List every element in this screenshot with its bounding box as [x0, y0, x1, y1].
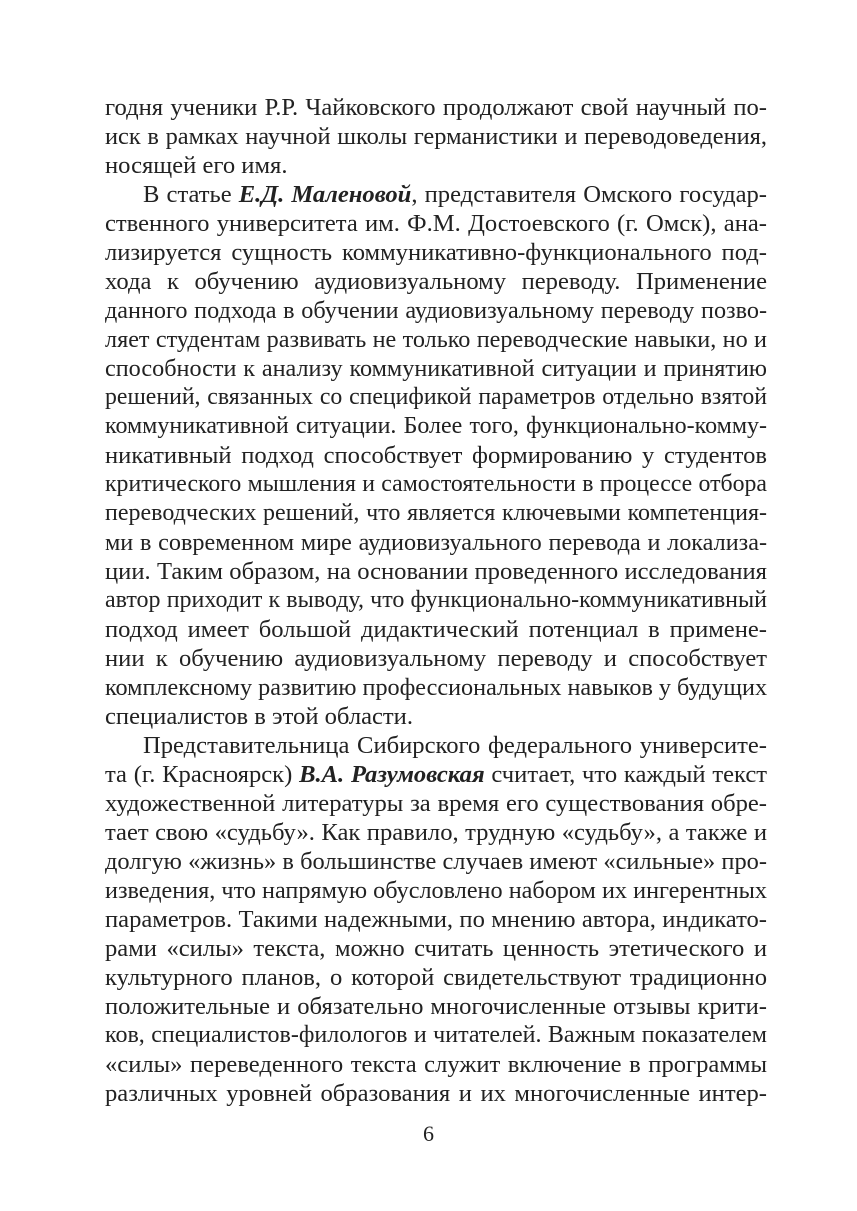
text-line: долгую «жизнь» в большинстве случаев имеют «сильные» про-	[105, 848, 767, 875]
text-line: автор приходит к выводу, что функционально-коммуникативный	[105, 587, 767, 613]
text-line: переводческих решений, что является ключевыми компетенция-	[105, 500, 767, 526]
text-line: носящей его имя.	[105, 152, 288, 179]
text-line: нии к обучению аудиовизуальному переводу и способствует	[105, 645, 767, 672]
text-line: ственного университета им. Ф.М. Достоевского (г. Омск), ана-	[105, 210, 767, 237]
text-line: иск в рамках научной школы германистики и переводоведения,	[105, 123, 767, 150]
text-line	[105, 760, 767, 789]
text-line: решений, связанных со спецификой параметров отдельно взятой	[105, 384, 767, 410]
text-line: художественной литературы за время его существования обре-	[105, 790, 767, 817]
page-number: 6	[423, 1121, 434, 1146]
text-line: хода к обучению аудиовизуальному переводу. Применение	[105, 268, 767, 295]
text-line: специалистов в этой области.	[105, 703, 413, 730]
text-line: способности к анализу коммуникативной ситуации и принятию	[105, 355, 767, 382]
text-line: ми в современном мире аудиовизуального перевода и локализа-	[105, 529, 767, 556]
text-line: годня ученики Р.Р. Чайковского продолжают свой научный по-	[105, 94, 767, 121]
text-line: подход имеет большой дидактический потенциал в примене-	[105, 616, 767, 643]
text-line: коммуникативной ситуации. Более того, функционально-комму-	[105, 413, 767, 439]
text-line: положительные и обязательно многочисленные отзывы крити-	[105, 993, 767, 1020]
text-run: та (г. Красноярск)	[105, 761, 300, 788]
text-line: Представительница Сибирского федерального университе-	[143, 732, 767, 759]
text-line: изведения, что напрямую обусловлено набором их ингерентных	[105, 877, 767, 904]
text-line: культурного планов, о которой свидетельствуют традиционно	[105, 964, 767, 991]
text-line: лизируется сущность коммуникативно-функционального под-	[105, 239, 767, 266]
text-line: различных уровней образования и их многочисленные интер-	[105, 1080, 767, 1107]
text-line: рами «силы» текста, можно считать ценность этетического и	[105, 935, 767, 962]
text-run: считает, что каждый текст	[484, 761, 767, 788]
text-line: комплексному развитию профессиональных навыков у будущих	[105, 674, 768, 701]
text-line: «силы» переведенного текста служит включение в программы	[105, 1051, 767, 1078]
body-text	[105, 93, 767, 1108]
text-line: тает свою «судьбу». Как правило, трудную «судьбу», а также и	[105, 819, 767, 846]
text-line: данного подхода в обучении аудиовизуальному переводу позво-	[105, 297, 767, 324]
text-line: параметров. Такими надежными, по мнению автора, индикато-	[105, 906, 767, 933]
author-name: В.А. Разумовская	[299, 761, 485, 788]
text-line: никативный подход способствует формированию у студентов	[105, 442, 767, 469]
text-run: , представителя Омского государ-	[411, 181, 767, 208]
text-line: ляет студентам развивать не только переводческие навыки, но и	[105, 326, 767, 353]
author-name: Е.Д. Маленовой	[238, 181, 412, 208]
text-line: критического мышления и самостоятельности в процессе отбора	[105, 471, 767, 497]
text-line	[105, 180, 767, 209]
text-line: ков, специалистов-филологов и читателей. Важным показателем	[105, 1022, 767, 1048]
text-run: В статье	[143, 181, 239, 208]
text-line: ции. Таким образом, на основании проведенного исследования	[105, 558, 767, 585]
